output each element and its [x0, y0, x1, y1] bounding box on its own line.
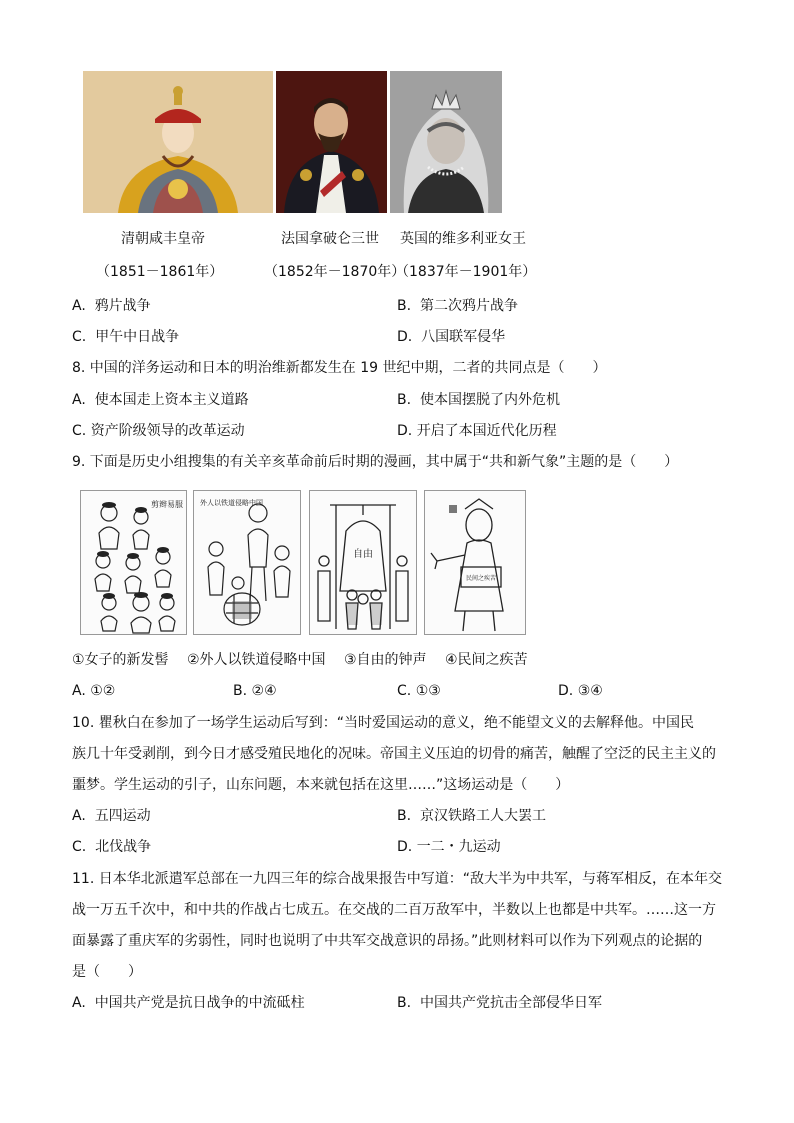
option-label: A.	[72, 683, 86, 699]
option-label: A.	[72, 392, 86, 408]
cartoon-sign-text: 外人以铁道侵略中国	[200, 499, 263, 507]
portrait-xianfeng-emperor	[83, 71, 273, 213]
cartoon-sign-text: 民间之疾苦	[465, 575, 497, 582]
option-label: D.	[558, 683, 574, 699]
option-label: D.	[397, 329, 413, 345]
option-text: 资产阶级领导的改革运动	[90, 423, 245, 439]
option-text: 使本国走上资本主义道路	[94, 392, 249, 408]
option-label: C.	[397, 683, 412, 699]
option-text: ③④	[577, 683, 603, 699]
cartoon-drawing	[425, 491, 525, 634]
option-label: B.	[397, 808, 412, 824]
q9-option-d[interactable]	[558, 682, 603, 700]
portrait-napoleon-iii	[276, 71, 387, 213]
cartoon-women-hairstyle	[80, 490, 187, 635]
q8-option-b[interactable]	[397, 391, 560, 409]
cartoon-drawing	[194, 491, 300, 634]
q8-option-d[interactable]	[397, 422, 557, 440]
q11-option-a[interactable]	[72, 994, 305, 1012]
option-label: D.	[397, 839, 413, 855]
portrait-caption-name: 英国的维多利亚女王	[400, 231, 526, 247]
portrait-caption-years: （1837年－1901年）	[395, 264, 537, 280]
emperor-painting-image	[83, 71, 273, 213]
option-label: B.	[233, 683, 248, 699]
option-label: B.	[397, 392, 412, 408]
cartoon-railway-invasion	[193, 490, 301, 635]
cartoon-sufferings-of-people	[424, 490, 526, 635]
q11-stem-line: 11. 日本华北派遣军总部在一九四三年的综合战果报告中写道：“敌大半为中共军，与蒋军相反，在本年交	[72, 871, 722, 887]
q10-stem-line: 10. 瞿秋白在参加了一场学生运动后写到：“当时爱国运动的意义，绝不能望文义的去解释他。中国民	[72, 715, 694, 731]
option-text: ①③	[415, 683, 441, 699]
q9-option-b[interactable]	[233, 682, 277, 700]
napoleon-painting-image	[276, 71, 387, 213]
q11-option-b[interactable]	[397, 994, 602, 1012]
q8-option-c[interactable]	[72, 422, 245, 440]
option-text: 甲午中日战争	[95, 329, 180, 345]
q11-stem-line: 是（ ）	[72, 964, 142, 980]
option-label: C.	[72, 329, 87, 345]
q10-option-d[interactable]	[397, 838, 501, 856]
option-text: 京汉铁路工人大罢工	[419, 808, 546, 824]
option-text: 北伐战争	[95, 839, 152, 855]
victoria-photo-image	[390, 71, 502, 213]
option-label: B.	[397, 298, 412, 314]
option-text: ②④	[251, 683, 277, 699]
option-text: 使本国摆脱了内外危机	[419, 392, 560, 408]
cartoon-drawing	[81, 491, 186, 634]
q7-option-c[interactable]	[72, 328, 179, 346]
option-label: B.	[397, 995, 412, 1011]
option-label: A.	[72, 808, 86, 824]
option-text: ①②	[90, 683, 116, 699]
q7-option-b[interactable]	[397, 297, 518, 315]
option-text: 中国共产党是抗日战争的中流砥柱	[94, 995, 305, 1011]
portrait-caption-years: （1852年－1870年）	[264, 264, 406, 280]
option-text: 八国联军侵华	[421, 329, 506, 345]
q10-option-b[interactable]	[397, 807, 546, 825]
option-label: A.	[72, 298, 86, 314]
q8-option-a[interactable]	[72, 391, 249, 409]
cartoon-sign-text: 自由	[353, 549, 373, 560]
cartoon-bell-of-freedom	[309, 490, 417, 635]
option-text: 中国共产党抗击全部侵华日军	[419, 995, 602, 1011]
q11-stem-line: 面暴露了重庆军的劣弱性，同时也说明了中共军交战意识的昂扬。”此则材料可以作为下列观点的论据的	[72, 933, 703, 949]
option-text: 鸦片战争	[94, 298, 151, 314]
q10-stem-line: 族几十年受剥削，到今日才感受殖民地化的况味。帝国主义压迫的切骨的痛苦，触醒了空泛的民主主义的	[72, 746, 716, 762]
q10-option-c[interactable]	[72, 838, 151, 856]
cartoon-drawing	[310, 491, 416, 634]
q7-option-d[interactable]	[397, 328, 505, 346]
q9-option-c[interactable]	[397, 682, 441, 700]
q9-stem: 9. 下面是历史小组搜集的有关辛亥革命前后时期的漫画，其中属于“共和新气象”主题的是（ ）	[72, 454, 679, 470]
portrait-queen-victoria	[390, 71, 502, 213]
option-label: A.	[72, 995, 86, 1011]
option-text: 五四运动	[94, 808, 151, 824]
portrait-caption-years: （1851－1861年）	[96, 264, 224, 280]
q9-option-a[interactable]	[72, 682, 115, 700]
q7-option-a[interactable]	[72, 297, 151, 315]
portrait-caption-name: 法国拿破仑三世	[281, 231, 379, 247]
portrait-caption-name: 清朝咸丰皇帝	[121, 231, 205, 247]
cartoon-sign-text: 剪辫易服	[151, 500, 183, 509]
option-text: 一二・九运动	[416, 839, 501, 855]
q8-stem: 8. 中国的洋务运动和日本的明治维新都发生在 19 世纪中期，二者的共同点是（ ）	[72, 360, 607, 376]
option-label: C.	[72, 423, 87, 439]
q11-stem-line: 战一万五千次中，和中共的作战占七成五。在交战的二百万敌军中，半数以上也都是中共军。……这一方	[72, 902, 716, 918]
q10-option-a[interactable]	[72, 807, 151, 825]
option-label: C.	[72, 839, 87, 855]
q10-stem-line: 噩梦。学生运动的引子，山东问题，本来就包括在这里……”这场运动是（ ）	[72, 777, 570, 793]
option-label: D.	[397, 423, 413, 439]
option-text: 第二次鸦片战争	[419, 298, 518, 314]
option-text: 开启了本国近代化历程	[416, 423, 557, 439]
q9-cartoon-captions: ①女子的新发髻 ②外人以铁道侵略中国 ③自由的钟声 ④民间之疾苦	[72, 652, 528, 668]
